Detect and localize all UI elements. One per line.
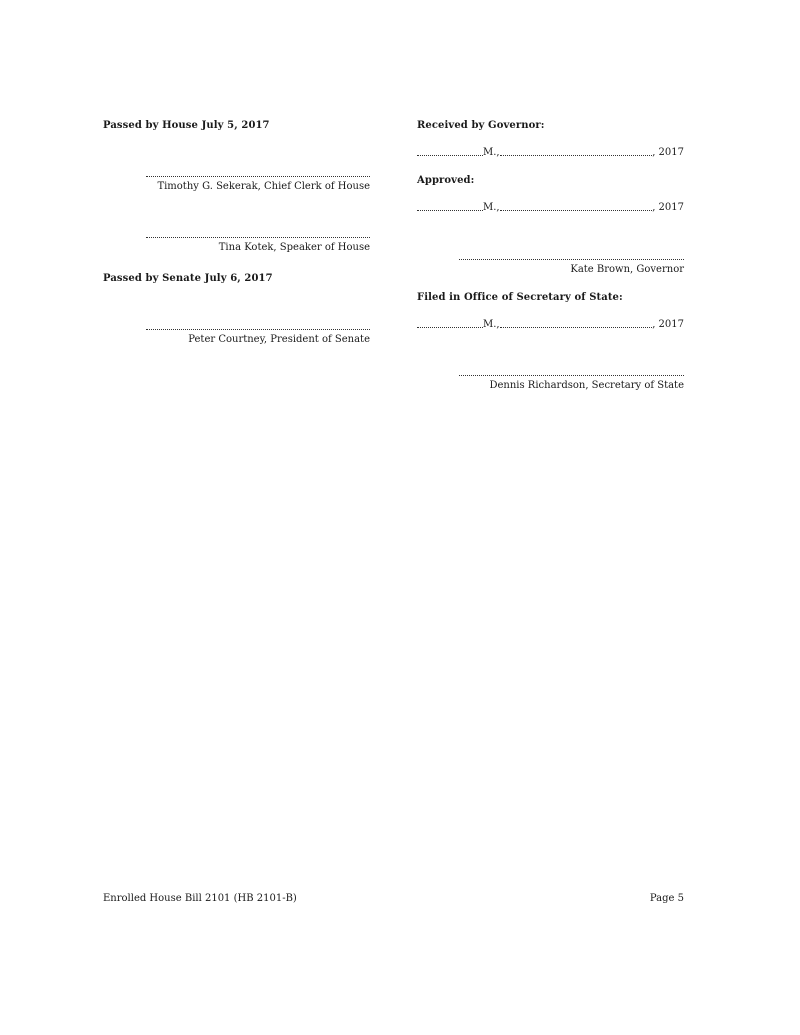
time-blank [417,155,483,156]
chief-clerk-signature-line [146,176,370,177]
footer-page-number: Page 5 [649,893,684,904]
senate-president-caption: Peter Courtney, President of Senate [188,334,370,345]
date-blank [500,210,653,211]
meridiem-label: M., [483,202,500,213]
date-blank [500,327,653,328]
filed-date-line [417,319,684,330]
chief-clerk-caption: Timothy G. Sekerak, Chief Clerk of House [157,181,370,192]
meridiem-label: M., [483,147,500,158]
footer-bill-id: Enrolled House Bill 2101 (HB 2101-B) [103,893,297,904]
secretary-caption: Dennis Richardson, Secretary of State [489,380,684,391]
time-blank [417,210,483,211]
senate-passed-heading: Passed by Senate July 6, 2017 [103,273,273,284]
approved-date-line [417,202,684,213]
date-blank [500,155,653,156]
governor-signature-line [459,259,684,260]
speaker-signature-line [146,237,370,238]
received-date-line [417,147,684,158]
speaker-caption: Tina Kotek, Speaker of House [218,242,370,253]
year-label: , 2017 [652,147,684,158]
secretary-signature-line [459,375,684,376]
senate-president-signature-line [146,329,370,330]
meridiem-label: M., [483,319,500,330]
time-blank [417,327,483,328]
received-heading: Received by Governor: [417,120,545,131]
year-label: , 2017 [652,202,684,213]
governor-caption: Kate Brown, Governor [570,264,684,275]
year-label: , 2017 [652,319,684,330]
approved-heading: Approved: [417,175,475,186]
house-passed-heading: Passed by House July 5, 2017 [103,120,270,131]
filed-heading: Filed in Office of Secretary of State: [417,292,623,303]
